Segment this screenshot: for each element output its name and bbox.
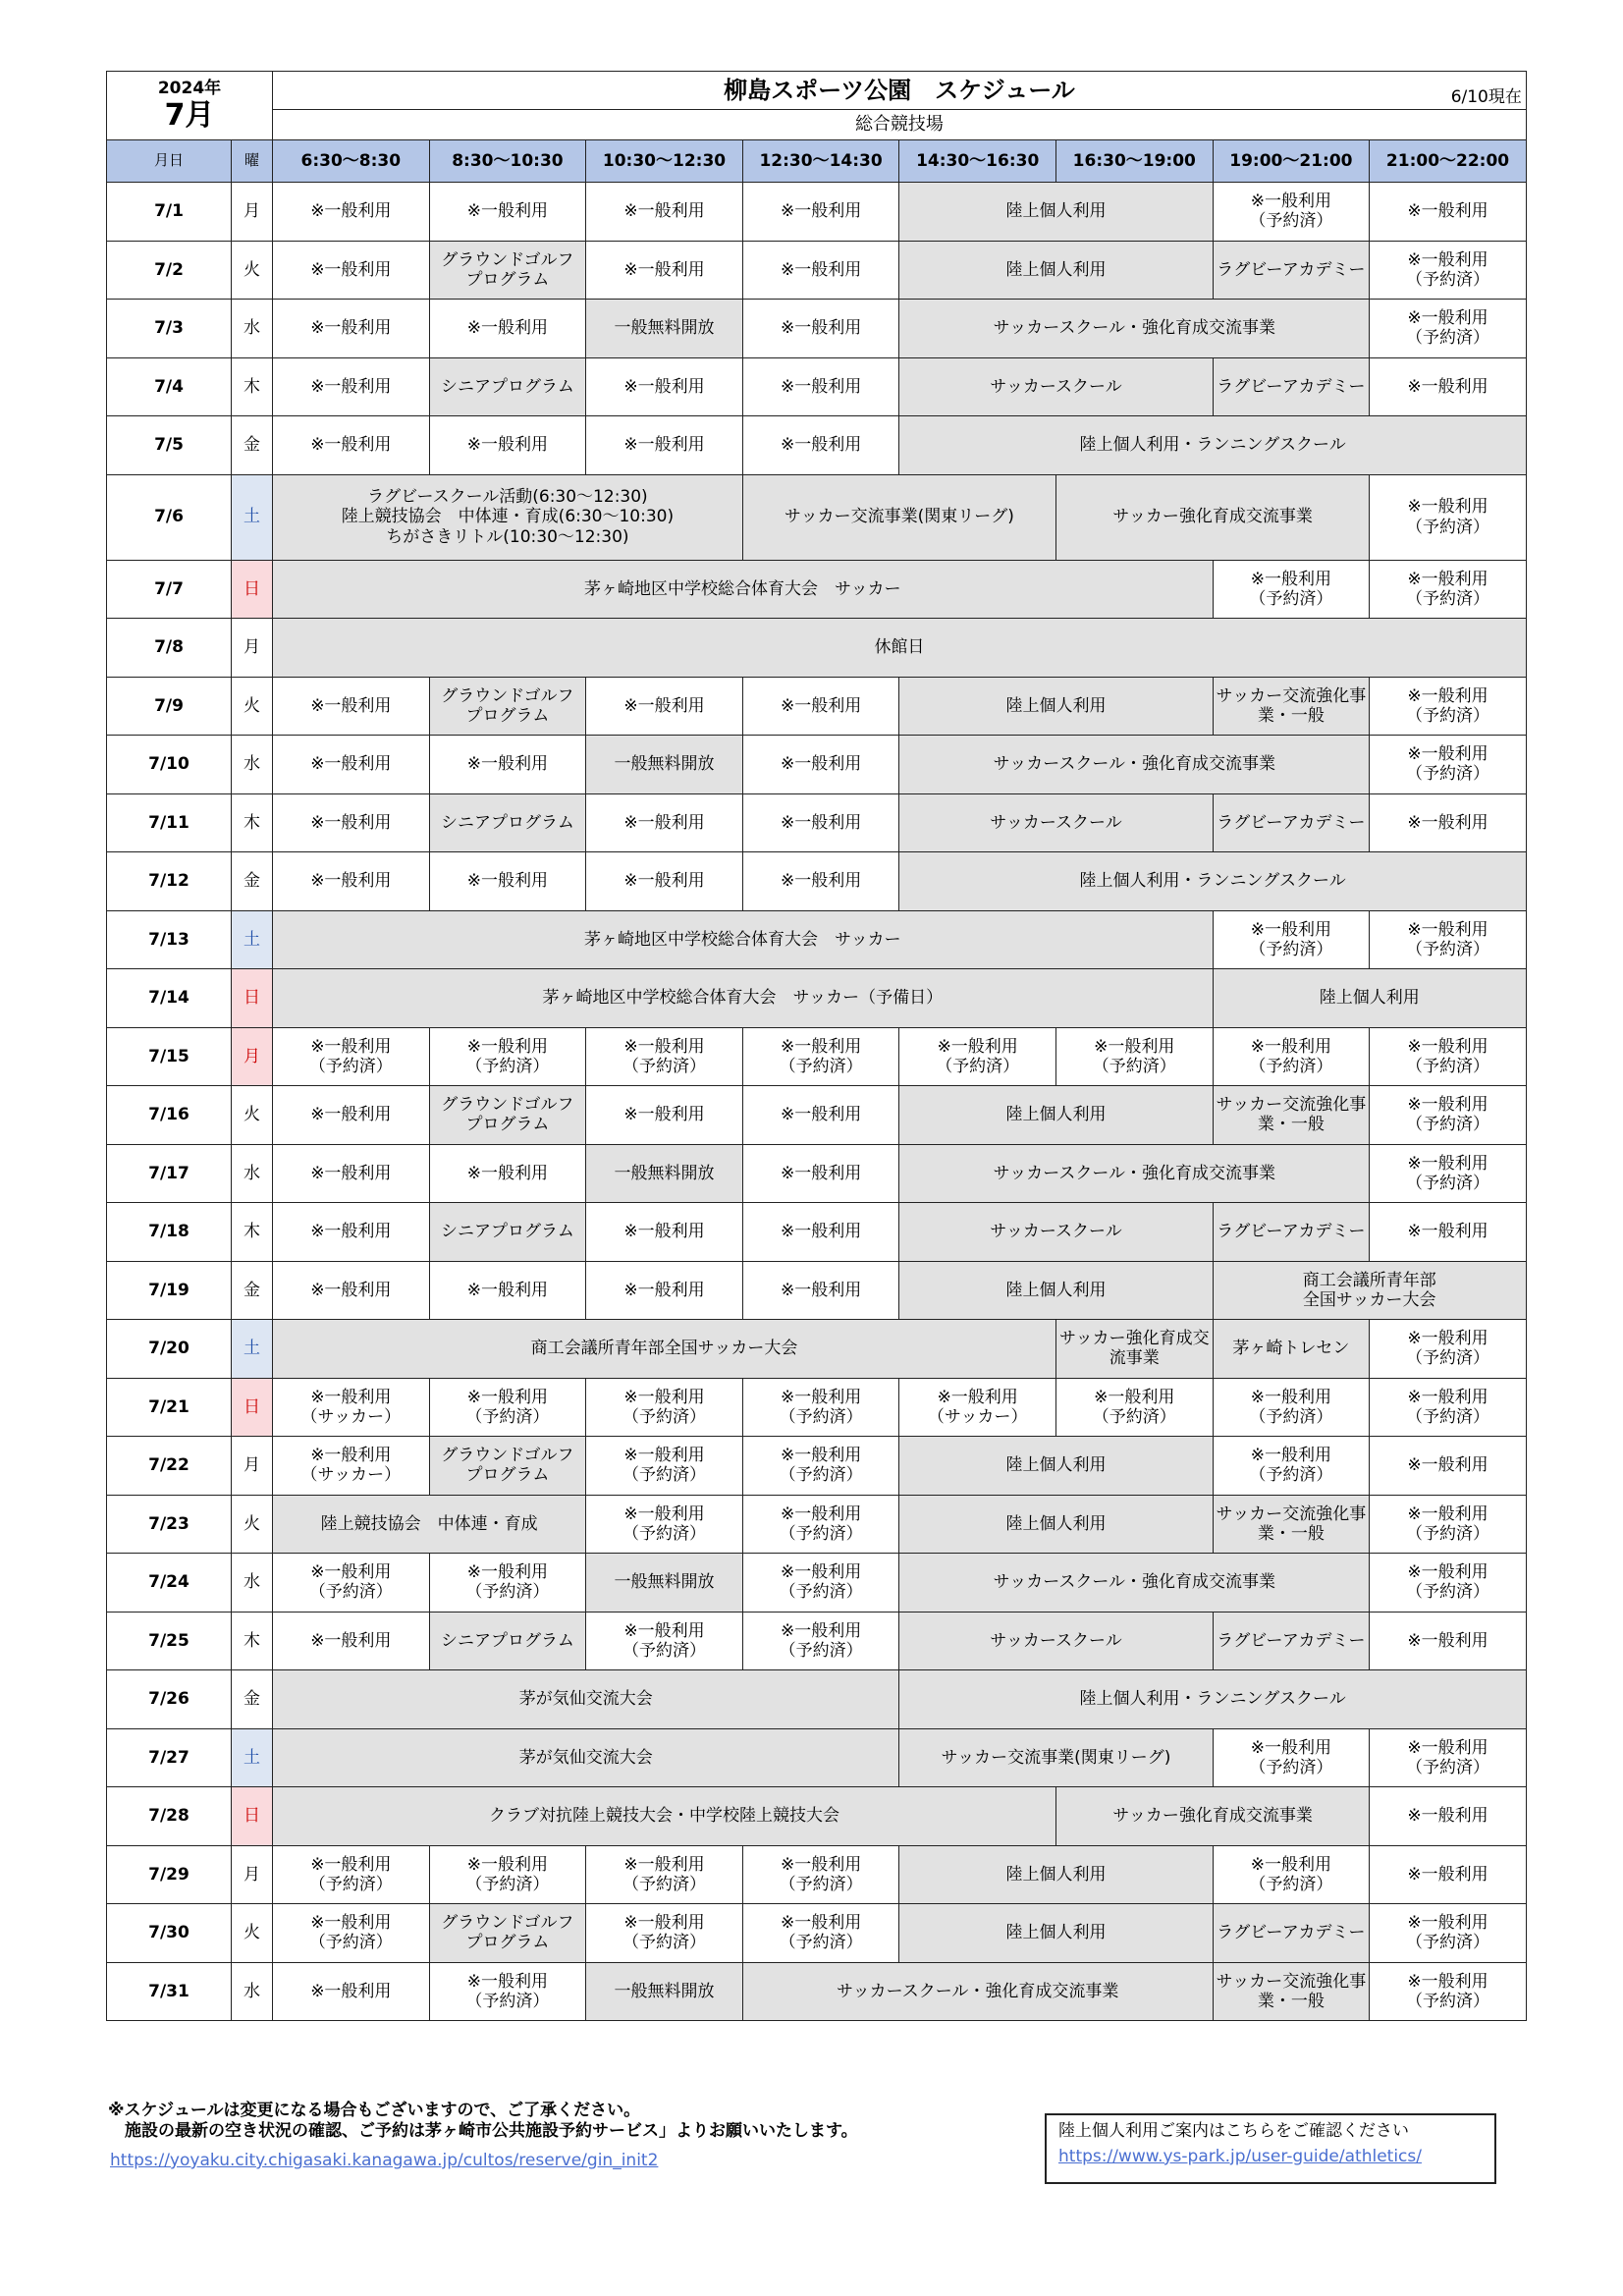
schedule-row xyxy=(107,1027,1527,1086)
schedule-cell: ラグビーアカデミー xyxy=(1213,357,1370,416)
schedule-cell: ※一般利用 （予約済） xyxy=(429,1845,586,1904)
schedule-cell: ※一般利用 （予約済） xyxy=(1370,1086,1527,1145)
schedule-cell: 陸上個人利用 xyxy=(899,1845,1213,1904)
schedule-cell: ※一般利用 （予約済） xyxy=(1370,300,1527,358)
schedule-cell: ※一般利用 xyxy=(742,416,899,475)
schedule-cell: ※一般利用 （予約済） xyxy=(586,1845,743,1904)
schedule-cell: ※一般利用 （予約済） xyxy=(1370,677,1527,736)
year-label: 2024年 xyxy=(157,78,222,98)
row-date: 7/3 xyxy=(107,300,232,358)
schedule-cell: サッカースクール xyxy=(899,1612,1213,1670)
schedule-row xyxy=(107,793,1527,852)
schedule-cell: シニアプログラム xyxy=(429,1203,586,1262)
row-day-of-week: 木 xyxy=(232,1612,273,1670)
column-header-slot: 10:30～12:30 xyxy=(586,140,743,183)
column-header-slot: 14:30～16:30 xyxy=(899,140,1056,183)
schedule-cell: ※一般利用 xyxy=(273,241,430,300)
schedule-cell: 一般無料開放 xyxy=(586,736,743,794)
athletics-info-link[interactable]: https://www.ys-park.jp/user-guide/athletics/ xyxy=(1058,2146,1422,2166)
schedule-cell: ※一般利用 （予約済） xyxy=(586,1904,743,1963)
venue-label: 総合競技場 xyxy=(273,110,1527,140)
schedule-cell: ※一般利用 （予約済） xyxy=(742,1378,899,1437)
row-day-of-week: 土 xyxy=(232,474,273,560)
schedule-cell: 陸上個人利用 xyxy=(899,183,1213,242)
row-day-of-week: 火 xyxy=(232,1904,273,1963)
schedule-cell: 陸上個人利用・ランニングスクール xyxy=(899,1670,1526,1729)
row-day-of-week: 水 xyxy=(232,1554,273,1613)
row-day-of-week: 月 xyxy=(232,619,273,678)
schedule-cell: ※一般利用 xyxy=(429,416,586,475)
schedule-cell: 陸上個人利用 xyxy=(1213,969,1526,1028)
row-date: 7/25 xyxy=(107,1612,232,1670)
row-date: 7/14 xyxy=(107,969,232,1028)
schedule-cell: ※一般利用 （予約済） xyxy=(1213,1027,1370,1086)
row-date: 7/9 xyxy=(107,677,232,736)
row-day-of-week: 木 xyxy=(232,357,273,416)
row-date: 7/12 xyxy=(107,852,232,911)
schedule-cell: 一般無料開放 xyxy=(586,1144,743,1203)
schedule-cell: 一般無料開放 xyxy=(586,1554,743,1613)
schedule-row xyxy=(107,677,1527,736)
schedule-cell: ※一般利用 xyxy=(742,1144,899,1203)
schedule-cell: ※一般利用 （予約済） xyxy=(1213,1728,1370,1787)
schedule-cell: 一般無料開放 xyxy=(586,1962,743,2021)
row-date: 7/15 xyxy=(107,1027,232,1086)
column-header-slot: 21:00～22:00 xyxy=(1370,140,1527,183)
title-cell xyxy=(273,72,1527,110)
schedule-cell: 茅ヶ崎地区中学校総合体育大会 サッカー xyxy=(273,560,1214,619)
schedule-cell: ※一般利用 （予約済） xyxy=(1213,1437,1370,1496)
schedule-cell: ※一般利用 （予約済） xyxy=(742,1437,899,1496)
schedule-cell: ※一般利用 xyxy=(586,677,743,736)
schedule-cell: 茅ヶ崎トレセン xyxy=(1213,1320,1370,1379)
page-title: 柳島スポーツ公園 スケジュール xyxy=(724,76,1075,104)
schedule-cell: ※一般利用 xyxy=(429,183,586,242)
schedule-cell: シニアプログラム xyxy=(429,1612,586,1670)
row-day-of-week: 火 xyxy=(232,1086,273,1145)
schedule-cell: ※一般利用 （予約済） xyxy=(1213,183,1370,242)
schedule-cell: ※一般利用 xyxy=(742,736,899,794)
schedule-cell: サッカー交流強化事業・一般 xyxy=(1213,677,1370,736)
schedule-cell: ※一般利用 xyxy=(429,736,586,794)
schedule-cell: サッカースクール xyxy=(899,793,1213,852)
schedule-row xyxy=(107,1612,1527,1670)
schedule-cell: サッカー交流強化事業・一般 xyxy=(1213,1962,1370,2021)
schedule-cell: ※一般利用 （サッカー） xyxy=(273,1437,430,1496)
schedule-cell: ※一般利用 （予約済） xyxy=(273,1554,430,1613)
schedule-row xyxy=(107,1086,1527,1145)
column-header-slot: 16:30～19:00 xyxy=(1055,140,1213,183)
footer-note-reserve: 施設の最新の空き状況の確認、ご予約は茅ヶ崎市公共施設予約サービス」よりお願いいたします。 xyxy=(108,2121,858,2142)
row-date: 7/1 xyxy=(107,183,232,242)
schedule-cell: サッカースクール・強化育成交流事業 xyxy=(899,1554,1370,1613)
schedule-table xyxy=(106,71,1527,2021)
row-date: 7/16 xyxy=(107,1086,232,1145)
schedule-cell: ※一般利用 （予約済） xyxy=(1370,1378,1527,1437)
schedule-cell: 休館日 xyxy=(273,619,1527,678)
row-day-of-week: 金 xyxy=(232,416,273,475)
schedule-cell: ※一般利用 xyxy=(586,183,743,242)
schedule-row xyxy=(107,183,1527,242)
schedule-cell: ※一般利用 xyxy=(273,736,430,794)
schedule-cell: ※一般利用 （予約済） xyxy=(273,1027,430,1086)
row-day-of-week: 月 xyxy=(232,1027,273,1086)
schedule-cell: ※一般利用 xyxy=(586,793,743,852)
schedule-cell: ※一般利用 （予約済） xyxy=(742,1027,899,1086)
schedule-cell: ※一般利用 xyxy=(586,357,743,416)
schedule-cell: ※一般利用 （予約済） xyxy=(586,1378,743,1437)
schedule-cell: ※一般利用 （予約済） xyxy=(1370,910,1527,969)
schedule-cell: ※一般利用 xyxy=(586,416,743,475)
schedule-cell: ※一般利用 （予約済） xyxy=(586,1437,743,1496)
row-date: 7/11 xyxy=(107,793,232,852)
schedule-row xyxy=(107,1144,1527,1203)
schedule-cell: ラグビーアカデミー xyxy=(1213,241,1370,300)
schedule-row xyxy=(107,1437,1527,1496)
footer-notes xyxy=(108,2101,858,2143)
row-date: 7/17 xyxy=(107,1144,232,1203)
schedule-cell: ※一般利用 （予約済） xyxy=(273,1904,430,1963)
athletics-info-box xyxy=(1045,2113,1496,2184)
schedule-cell: ※一般利用 xyxy=(273,677,430,736)
row-date: 7/5 xyxy=(107,416,232,475)
row-day-of-week: 日 xyxy=(232,969,273,1028)
schedule-cell: ※一般利用 （予約済） xyxy=(742,1845,899,1904)
schedule-row xyxy=(107,300,1527,358)
schedule-cell: ※一般利用 xyxy=(273,852,430,911)
column-header-slot: 8:30～10:30 xyxy=(429,140,586,183)
month-label: 7月 xyxy=(164,97,215,133)
schedule-cell: ※一般利用 xyxy=(273,1144,430,1203)
schedule-cell: 陸上個人利用・ランニングスクール xyxy=(899,852,1526,911)
schedule-cell: ※一般利用 xyxy=(1370,1845,1527,1904)
schedule-cell: 茅が気仙交流大会 xyxy=(273,1728,899,1787)
schedule-cell: サッカー強化育成交流事業 xyxy=(1055,1320,1213,1379)
schedule-cell: ※一般利用 xyxy=(1370,793,1527,852)
schedule-cell: ※一般利用 xyxy=(1370,1203,1527,1262)
row-date: 7/29 xyxy=(107,1845,232,1904)
row-date: 7/13 xyxy=(107,910,232,969)
row-day-of-week: 金 xyxy=(232,1261,273,1320)
schedule-cell: シニアプログラム xyxy=(429,357,586,416)
schedule-cell: ※一般利用 xyxy=(273,1962,430,2021)
row-date: 7/24 xyxy=(107,1554,232,1613)
schedule-cell: ※一般利用 （予約済） xyxy=(1370,1144,1527,1203)
schedule-row xyxy=(107,619,1527,678)
schedule-cell: グラウンドゴルフ プログラム xyxy=(429,241,586,300)
schedule-cell: 茅ヶ崎地区中学校総合体育大会 サッカー（予備日） xyxy=(273,969,1214,1028)
row-day-of-week: 土 xyxy=(232,1728,273,1787)
schedule-cell: ※一般利用 xyxy=(742,852,899,911)
row-day-of-week: 水 xyxy=(232,1144,273,1203)
schedule-cell: ※一般利用 （予約済） xyxy=(1370,560,1527,619)
row-date: 7/21 xyxy=(107,1378,232,1437)
schedule-cell: 陸上競技協会 中体連・育成 xyxy=(273,1495,586,1554)
row-date: 7/10 xyxy=(107,736,232,794)
schedule-row xyxy=(107,1845,1527,1904)
athletics-info-text: 陸上個人利用ご案内はこちらをご確認ください xyxy=(1058,2121,1409,2141)
schedule-cell: ※一般利用 xyxy=(742,241,899,300)
schedule-row xyxy=(107,1554,1527,1613)
schedule-cell: サッカー強化育成交流事業 xyxy=(1055,474,1369,560)
column-header-dow: 曜 xyxy=(232,140,273,183)
schedule-cell: ※一般利用 xyxy=(273,1086,430,1145)
schedule-cell: 陸上個人利用 xyxy=(899,241,1213,300)
row-day-of-week: 土 xyxy=(232,1320,273,1379)
row-date: 7/4 xyxy=(107,357,232,416)
schedule-cell: ※一般利用 xyxy=(586,1261,743,1320)
schedule-cell: 一般無料開放 xyxy=(586,300,743,358)
schedule-cell: ラグビーアカデミー xyxy=(1213,793,1370,852)
schedule-row xyxy=(107,1787,1527,1846)
schedule-cell: クラブ対抗陸上競技大会・中学校陸上競技大会 xyxy=(273,1787,1056,1846)
schedule-cell: ※一般利用 xyxy=(1370,1612,1527,1670)
schedule-cell: ※一般利用 （予約済） xyxy=(1370,1495,1527,1554)
reservation-link[interactable]: https://yoyaku.city.chigasaki.kanagawa.jp/cultos/reserve/gin_init2 xyxy=(110,2151,659,2170)
row-date: 7/26 xyxy=(107,1670,232,1729)
schedule-row xyxy=(107,736,1527,794)
row-day-of-week: 日 xyxy=(232,560,273,619)
schedule-cell: ※一般利用 xyxy=(1370,183,1527,242)
schedule-cell: ※一般利用 （予約済） xyxy=(1370,241,1527,300)
schedule-cell: ※一般利用 （予約済） xyxy=(586,1027,743,1086)
row-date: 7/22 xyxy=(107,1437,232,1496)
schedule-cell: シニアプログラム xyxy=(429,793,586,852)
schedule-cell: ※一般利用 xyxy=(742,1203,899,1262)
schedule-cell: ※一般利用 xyxy=(742,793,899,852)
schedule-cell: ※一般利用 （予約済） xyxy=(1370,1904,1527,1963)
schedule-cell: 茅が気仙交流大会 xyxy=(273,1670,899,1729)
row-day-of-week: 月 xyxy=(232,1845,273,1904)
row-day-of-week: 火 xyxy=(232,1495,273,1554)
schedule-cell: ※一般利用 （サッカー） xyxy=(899,1378,1056,1437)
schedule-row xyxy=(107,1320,1527,1379)
schedule-cell: ※一般利用 xyxy=(429,1144,586,1203)
schedule-cell: ※一般利用 （予約済） xyxy=(1213,560,1370,619)
row-day-of-week: 水 xyxy=(232,736,273,794)
schedule-cell: 陸上個人利用 xyxy=(899,1495,1213,1554)
schedule-cell: ※一般利用 xyxy=(429,1261,586,1320)
schedule-row xyxy=(107,416,1527,475)
schedule-row xyxy=(107,560,1527,619)
schedule-cell: ※一般利用 （サッカー） xyxy=(273,1378,430,1437)
schedule-cell: サッカースクール・強化育成交流事業 xyxy=(742,1962,1213,2021)
schedule-cell: ※一般利用 xyxy=(273,300,430,358)
schedule-cell: ※一般利用 xyxy=(1370,1437,1527,1496)
row-date: 7/30 xyxy=(107,1904,232,1963)
schedule-row xyxy=(107,910,1527,969)
schedule-row xyxy=(107,1728,1527,1787)
schedule-cell: ※一般利用 xyxy=(429,300,586,358)
schedule-cell: サッカー交流強化事業・一般 xyxy=(1213,1495,1370,1554)
schedule-cell: ※一般利用 （予約済） xyxy=(1370,474,1527,560)
schedule-cell: ※一般利用 （予約済） xyxy=(273,1845,430,1904)
row-date: 7/23 xyxy=(107,1495,232,1554)
schedule-cell: ※一般利用 （予約済） xyxy=(429,1554,586,1613)
schedule-cell: ※一般利用 xyxy=(273,416,430,475)
schedule-cell: ※一般利用 （予約済） xyxy=(1370,1027,1527,1086)
schedule-cell: ※一般利用 （予約済） xyxy=(1055,1378,1213,1437)
column-header-slot: 12:30～14:30 xyxy=(742,140,899,183)
row-date: 7/27 xyxy=(107,1728,232,1787)
row-day-of-week: 日 xyxy=(232,1378,273,1437)
schedule-cell: ※一般利用 （予約済） xyxy=(1213,1378,1370,1437)
schedule-row xyxy=(107,357,1527,416)
schedule-cell: ※一般利用 （予約済） xyxy=(1370,1728,1527,1787)
schedule-cell: サッカー交流強化事業・一般 xyxy=(1213,1086,1370,1145)
schedule-cell: ※一般利用 xyxy=(586,241,743,300)
schedule-row xyxy=(107,1203,1527,1262)
schedule-cell: ※一般利用 xyxy=(1370,1787,1527,1846)
row-date: 7/18 xyxy=(107,1203,232,1262)
schedule-cell: ※一般利用 （予約済） xyxy=(586,1495,743,1554)
schedule-cell: ※一般利用 （予約済） xyxy=(429,1962,586,2021)
schedule-cell: 茅ヶ崎地区中学校総合体育大会 サッカー xyxy=(273,910,1214,969)
schedule-cell: ※一般利用 xyxy=(429,852,586,911)
schedule-cell: ※一般利用 （予約済） xyxy=(1213,1845,1370,1904)
footer-note-change: ※スケジュールは変更になる場合もございますので、ご了承ください。 xyxy=(108,2101,641,2120)
schedule-cell: 陸上個人利用 xyxy=(899,1086,1213,1145)
schedule-cell: サッカースクール xyxy=(899,1203,1213,1262)
schedule-row xyxy=(107,852,1527,911)
schedule-cell: ※一般利用 xyxy=(586,852,743,911)
schedule-cell: 陸上個人利用 xyxy=(899,1437,1213,1496)
schedule-cell: ※一般利用 （予約済） xyxy=(1370,1554,1527,1613)
schedule-cell: 商工会議所青年部全国サッカー大会 xyxy=(273,1320,1056,1379)
schedule-cell: グラウンドゴルフ プログラム xyxy=(429,677,586,736)
schedule-cell: グラウンドゴルフ プログラム xyxy=(429,1437,586,1496)
column-header-date: 月日 xyxy=(107,140,232,183)
schedule-cell: ※一般利用 xyxy=(273,1612,430,1670)
schedule-cell: 陸上個人利用 xyxy=(899,677,1213,736)
column-header-slot: 19:00～21:00 xyxy=(1213,140,1370,183)
schedule-cell: ※一般利用 （予約済） xyxy=(1370,736,1527,794)
row-day-of-week: 金 xyxy=(232,1670,273,1729)
row-date: 7/31 xyxy=(107,1962,232,2021)
schedule-cell: サッカー強化育成交流事業 xyxy=(1055,1787,1369,1846)
schedule-cell: 陸上個人利用 xyxy=(899,1261,1213,1320)
month-header xyxy=(107,72,273,140)
schedule-cell: ※一般利用 xyxy=(1370,357,1527,416)
schedule-cell: ※一般利用 （予約済） xyxy=(899,1027,1056,1086)
schedule-cell: ※一般利用 xyxy=(742,1261,899,1320)
schedule-cell: ※一般利用 xyxy=(273,793,430,852)
schedule-row xyxy=(107,1495,1527,1554)
schedule-cell: ※一般利用 xyxy=(742,357,899,416)
schedule-cell: サッカースクール・強化育成交流事業 xyxy=(899,1144,1370,1203)
schedule-row xyxy=(107,1962,1527,2021)
row-day-of-week: 月 xyxy=(232,183,273,242)
schedule-cell: サッカースクール・強化育成交流事業 xyxy=(899,736,1370,794)
schedule-cell: サッカー交流事業(関東リーグ) xyxy=(899,1728,1213,1787)
schedule-cell: ※一般利用 （予約済） xyxy=(742,1554,899,1613)
schedule-cell: サッカースクール・強化育成交流事業 xyxy=(899,300,1370,358)
row-day-of-week: 火 xyxy=(232,677,273,736)
row-date: 7/20 xyxy=(107,1320,232,1379)
schedule-cell: ※一般利用 xyxy=(586,1086,743,1145)
schedule-cell: ※一般利用 （予約済） xyxy=(1370,1320,1527,1379)
schedule-cell: ※一般利用 （予約済） xyxy=(429,1027,586,1086)
row-date: 7/8 xyxy=(107,619,232,678)
as-of-date: 6/10現在 xyxy=(1450,86,1522,107)
row-day-of-week: 木 xyxy=(232,1203,273,1262)
schedule-row xyxy=(107,1904,1527,1963)
schedule-cell: ※一般利用 xyxy=(586,1203,743,1262)
schedule-row xyxy=(107,969,1527,1028)
row-date: 7/6 xyxy=(107,474,232,560)
row-day-of-week: 水 xyxy=(232,1962,273,2021)
schedule-row xyxy=(107,1261,1527,1320)
schedule-cell: ラグビースクール活動(6:30～12:30) 陸上競技協会 中体連・育成(6:30～10:30) ちがさきリトル(10:30～12:30) xyxy=(273,474,743,560)
schedule-cell: ※一般利用 xyxy=(742,300,899,358)
schedule-cell: ※一般利用 （予約済） xyxy=(586,1612,743,1670)
row-day-of-week: 木 xyxy=(232,793,273,852)
schedule-cell: ※一般利用 （予約済） xyxy=(1055,1027,1213,1086)
schedule-row xyxy=(107,1378,1527,1437)
schedule-row xyxy=(107,474,1527,560)
schedule-cell: ※一般利用 （予約済） xyxy=(742,1612,899,1670)
row-day-of-week: 日 xyxy=(232,1787,273,1846)
schedule-cell: ※一般利用 xyxy=(273,1203,430,1262)
row-date: 7/7 xyxy=(107,560,232,619)
row-date: 7/19 xyxy=(107,1261,232,1320)
schedule-cell: ※一般利用 （予約済） xyxy=(429,1378,586,1437)
schedule-cell: サッカースクール xyxy=(899,357,1213,416)
schedule-cell: ラグビーアカデミー xyxy=(1213,1612,1370,1670)
schedule-cell: グラウンドゴルフ プログラム xyxy=(429,1904,586,1963)
row-day-of-week: 水 xyxy=(232,300,273,358)
column-header-slot: 6:30～8:30 xyxy=(273,140,430,183)
schedule-cell: ※一般利用 xyxy=(273,183,430,242)
schedule-cell: ※一般利用 （予約済） xyxy=(742,1495,899,1554)
schedule-cell: 陸上個人利用 xyxy=(899,1904,1213,1963)
schedule-cell: ※一般利用 xyxy=(273,357,430,416)
schedule-cell: ※一般利用 xyxy=(742,1086,899,1145)
schedule-cell: 陸上個人利用・ランニングスクール xyxy=(899,416,1526,475)
row-day-of-week: 火 xyxy=(232,241,273,300)
schedule-cell: グラウンドゴルフ プログラム xyxy=(429,1086,586,1145)
schedule-cell: ラグビーアカデミー xyxy=(1213,1203,1370,1262)
row-day-of-week: 金 xyxy=(232,852,273,911)
row-day-of-week: 月 xyxy=(232,1437,273,1496)
schedule-row xyxy=(107,241,1527,300)
schedule-cell: ※一般利用 （予約済） xyxy=(1370,1962,1527,2021)
schedule-cell: ※一般利用 （予約済） xyxy=(1213,910,1370,969)
row-date: 7/2 xyxy=(107,241,232,300)
schedule-cell: ※一般利用 （予約済） xyxy=(742,1904,899,1963)
schedule-cell: サッカー交流事業(関東リーグ) xyxy=(742,474,1055,560)
schedule-cell: 商工会議所青年部 全国サッカー大会 xyxy=(1213,1261,1526,1320)
schedule-cell: ※一般利用 xyxy=(742,677,899,736)
schedule-cell: ラグビーアカデミー xyxy=(1213,1904,1370,1963)
row-date: 7/28 xyxy=(107,1787,232,1846)
row-day-of-week: 土 xyxy=(232,910,273,969)
schedule-row xyxy=(107,1670,1527,1729)
schedule-cell: ※一般利用 xyxy=(742,183,899,242)
schedule-cell: ※一般利用 xyxy=(273,1261,430,1320)
